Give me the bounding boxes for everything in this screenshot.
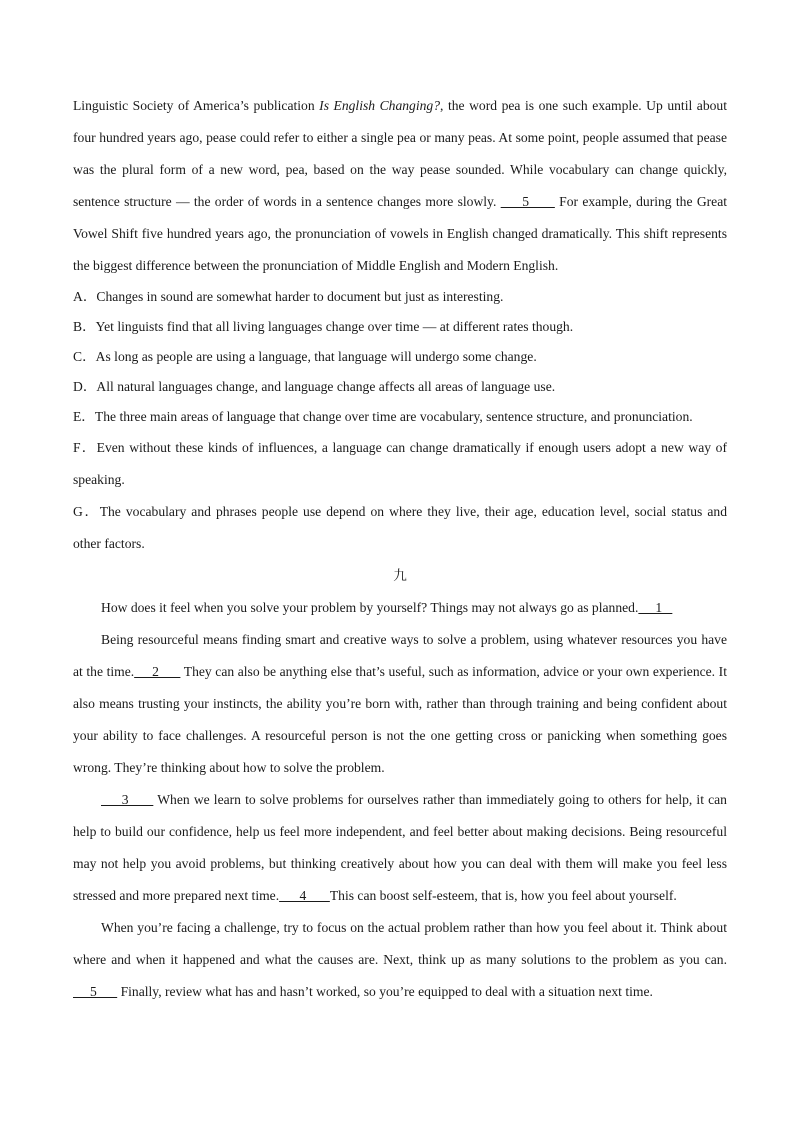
option-text: All natural languages change, and language change affects all areas of language use. [96,379,556,394]
option-e [73,402,727,432]
answer-blank-5[interactable]: 5 [500,194,555,209]
option-b [73,312,727,342]
option-c [73,342,727,372]
answer-blank-2[interactable]: 2 [134,664,181,679]
option-text: The vocabulary and phrases people use depend on where they live, their age, education level, social status and other factors. [73,504,727,551]
passage-paragraph [73,592,727,624]
passage-paragraph [73,784,727,912]
option-text: Even without these kinds of influences, a language can change dramatically if enough users adopt a new way of speaking. [73,440,728,487]
option-letter: G． [73,504,100,519]
paragraph-text: When we learn to solve problems for ourselves rather than immediately going to others for help, it can help to build our confidence, help us feel more independent, and feel better about making decisions. Being resourceful may not help you avoid problems, but thinking creatively about how you can deal with them will make you feel less stressed and more prepared next time. [73,792,727,903]
passage-paragraph [73,90,727,282]
paragraph-text: How does it feel when you solve your problem by yourself? Things may not always go as planned. [101,600,639,615]
option-letter: F． [73,440,97,455]
option-letter: A． [73,289,97,304]
document-content [73,90,727,1008]
answer-blank-5b[interactable]: 5 [73,984,118,999]
paragraph-text: When you’re facing a challenge, try to focus on the actual problem rather than how you feel about it. Think about where and when it happened and what the causes are. Next, think up as many solutions to the problem as you can. [73,920,727,967]
paragraph-text: They can also be anything else that’s useful, such as information, advice or your own experience. It also means trusting your instincts, the ability you’re born with, rather than through training and being confident about your ability to face challenges. A resourceful person is not the one getting cross or panicking when something goes wrong. They’re thinking about how to solve the problem. [73,664,727,775]
section-title: 九 [393,568,407,583]
option-letter: B． [73,319,96,334]
answer-blank-3[interactable]: 3 [101,792,154,807]
option-d [73,372,727,402]
option-f [73,432,727,496]
option-text: Changes in sound are somewhat harder to document but just as interesting. [96,289,504,304]
passage-paragraph [73,912,727,1008]
paragraph-text: Linguistic Society of America’s publication [73,98,320,113]
answer-blank-1[interactable]: 1 [638,600,673,615]
option-letter: E． [73,409,95,424]
option-letter: D． [73,379,97,394]
option-letter: C． [73,349,96,364]
option-text: Yet linguists find that all living languages change over time — at different rates though. [95,319,574,334]
option-text: The three main areas of language that change over time are vocabulary, sentence structure, and pronunciation. [94,409,693,424]
paragraph-text: For example, during the Great Vowel Shift five hundred years ago, the pronunciation of vowels in English changed dramatically. This shift represents the biggest difference between the pronunciation of Middle English and Modern English. [73,194,728,273]
passage-paragraph [73,624,727,784]
options-list [73,282,727,560]
paragraph-text: , the word pea is one such example. Up until about four hundred years ago, pease could refer to either a single pea or many peas. At some point, people assumed that pease was the plural form of a new word, pea, based on the way pease sounded. While vocabulary can change quickly, sentence structure — the order of words in a sentence changes more slowly. [73,98,727,209]
paragraph-text: Being resourceful means finding smart and creative ways to solve a problem, using whatever resources you have at the time. [73,632,727,679]
option-g [73,496,727,560]
paragraph-text: This can boost self-esteem, that is, how you feel about yourself. [329,888,677,903]
paragraph-text: Finally, review what has and hasn’t worked, so you’re equipped to deal with a situation next time. [117,984,653,999]
answer-blank-4[interactable]: 4 [279,888,330,903]
publication-title: Is English Changing? [319,98,441,113]
option-text: As long as people are using a language, that language will undergo some change. [95,349,537,364]
option-a [73,282,727,312]
